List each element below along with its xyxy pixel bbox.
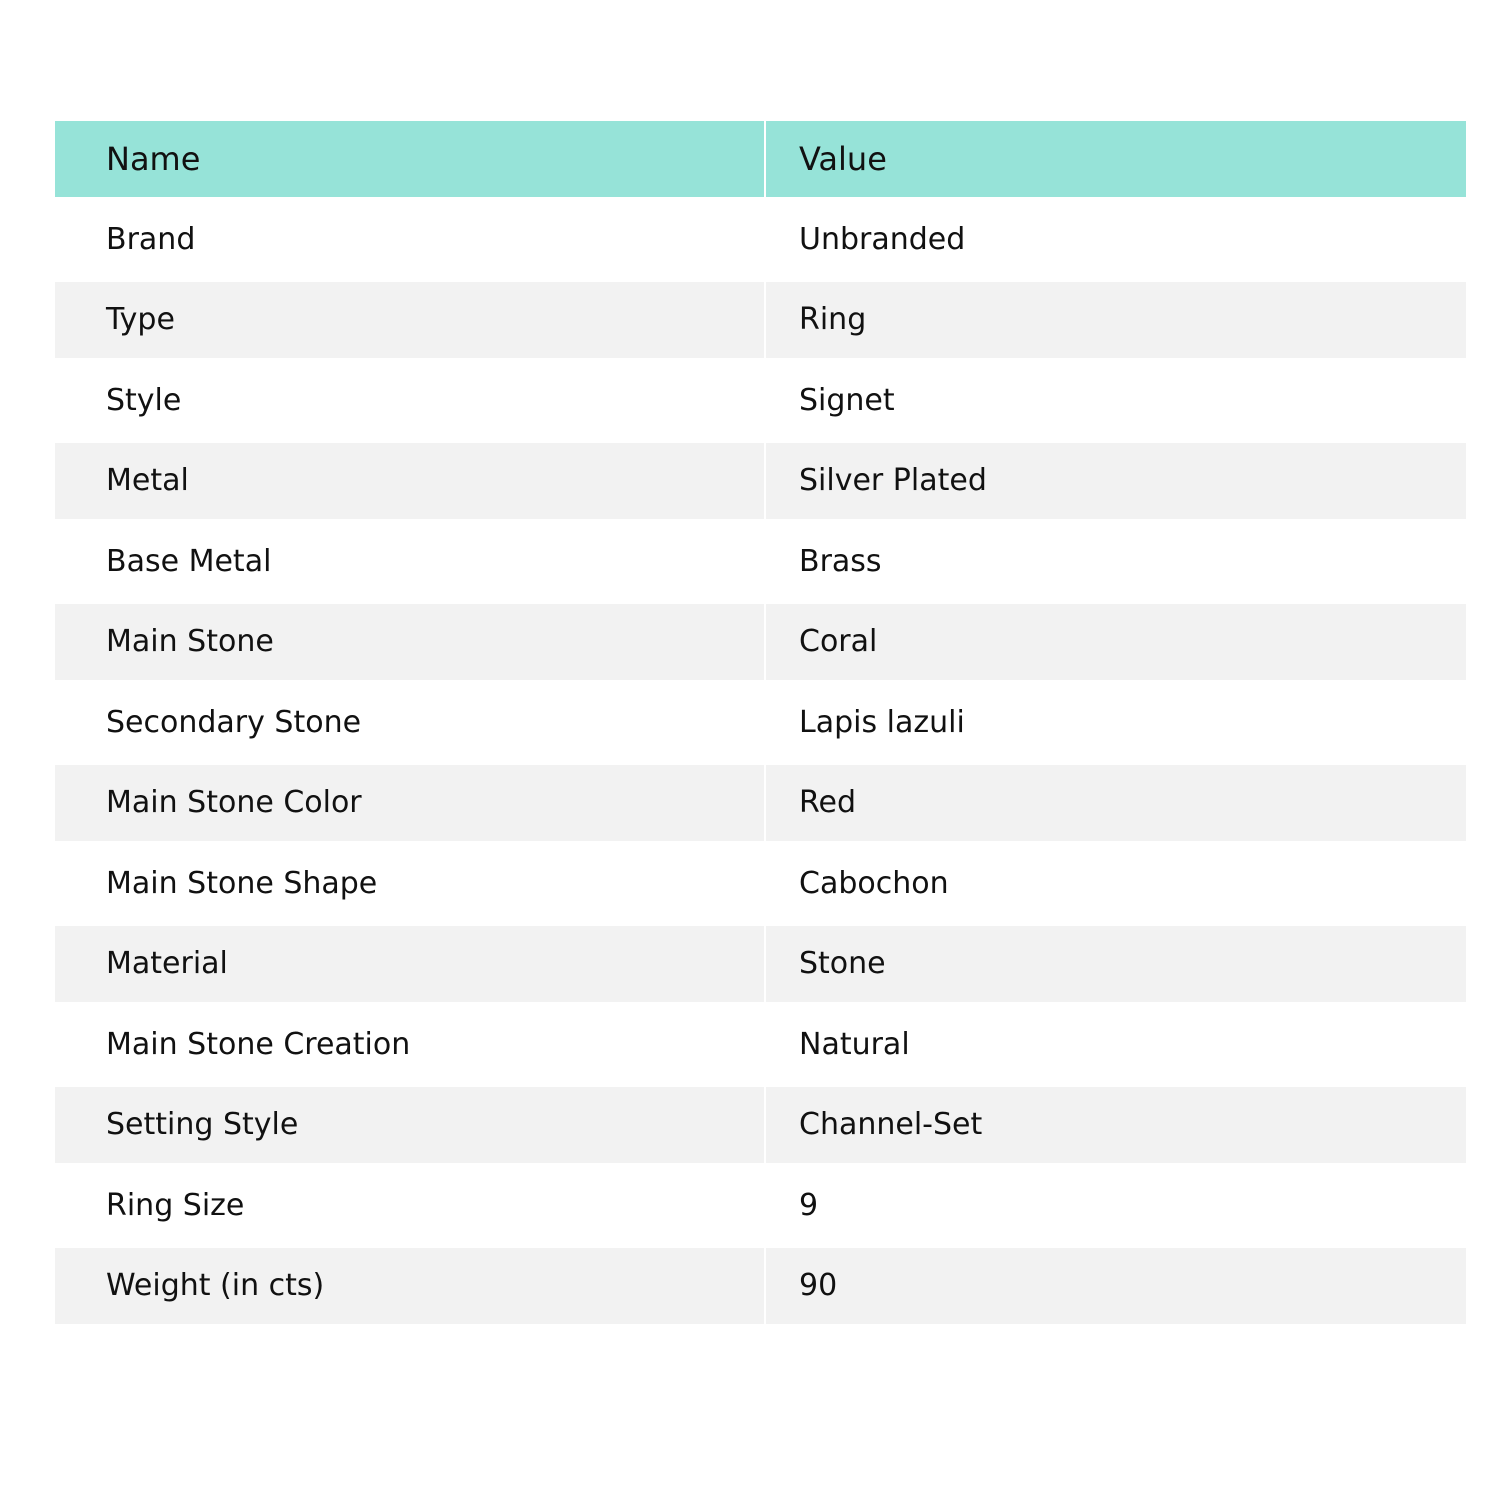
table-row	[55, 282, 1466, 358]
row-name-cell: Type	[55, 282, 766, 358]
table-row	[55, 1248, 1466, 1324]
row-name-cell: Material	[55, 926, 766, 1002]
table-row	[55, 197, 1466, 282]
row-value-cell: Coral	[766, 604, 1466, 680]
row-name-cell: Main Stone Creation	[55, 1002, 766, 1087]
row-value-cell: Stone	[766, 926, 1466, 1002]
row-value-cell: Signet	[799, 382, 895, 418]
table-row	[55, 1002, 1466, 1087]
row-name-cell: Main Stone Color	[55, 765, 766, 841]
row-name-cell: Setting Style	[55, 1087, 766, 1163]
row-name-cell: Secondary Stone	[55, 680, 766, 765]
table-row	[55, 443, 1466, 519]
row-name-cell: Ring Size	[55, 1163, 766, 1248]
header-row	[55, 121, 1466, 197]
table-row	[55, 680, 1466, 765]
row-value-cell: Silver Plated	[766, 443, 1466, 519]
row-value-cell: 9	[799, 1187, 819, 1223]
table-row	[55, 1163, 1466, 1248]
table-row	[55, 358, 1466, 443]
table-row	[55, 926, 1466, 1002]
header-value: Value	[766, 121, 1466, 197]
row-name-cell: Weight (in cts)	[55, 1248, 766, 1324]
header-name: Name	[55, 121, 766, 197]
specifications-table	[55, 121, 1466, 1324]
row-value-cell: Cabochon	[799, 865, 949, 901]
table-row	[55, 1087, 1466, 1163]
row-value-cell: 90	[766, 1248, 1466, 1324]
row-name-cell: Base Metal	[55, 519, 766, 604]
table-row	[55, 604, 1466, 680]
row-name-cell: Main Stone Shape	[55, 841, 766, 926]
table-body	[55, 197, 1466, 1324]
row-value-cell: Channel-Set	[766, 1087, 1466, 1163]
table-header	[55, 121, 1466, 197]
table-row	[55, 841, 1466, 926]
row-value-cell: Unbranded	[799, 221, 966, 257]
row-name-cell: Metal	[55, 443, 766, 519]
row-value-cell: Natural	[799, 1026, 910, 1062]
row-value-cell: Ring	[766, 282, 1466, 358]
table-row	[55, 765, 1466, 841]
row-name-cell: Main Stone	[55, 604, 766, 680]
row-name-cell: Brand	[55, 197, 766, 282]
table-row	[55, 519, 1466, 604]
row-name-cell: Style	[55, 358, 766, 443]
row-value-cell: Lapis lazuli	[799, 704, 965, 740]
row-value-cell: Red	[766, 765, 1466, 841]
row-value-cell: Brass	[799, 543, 882, 579]
